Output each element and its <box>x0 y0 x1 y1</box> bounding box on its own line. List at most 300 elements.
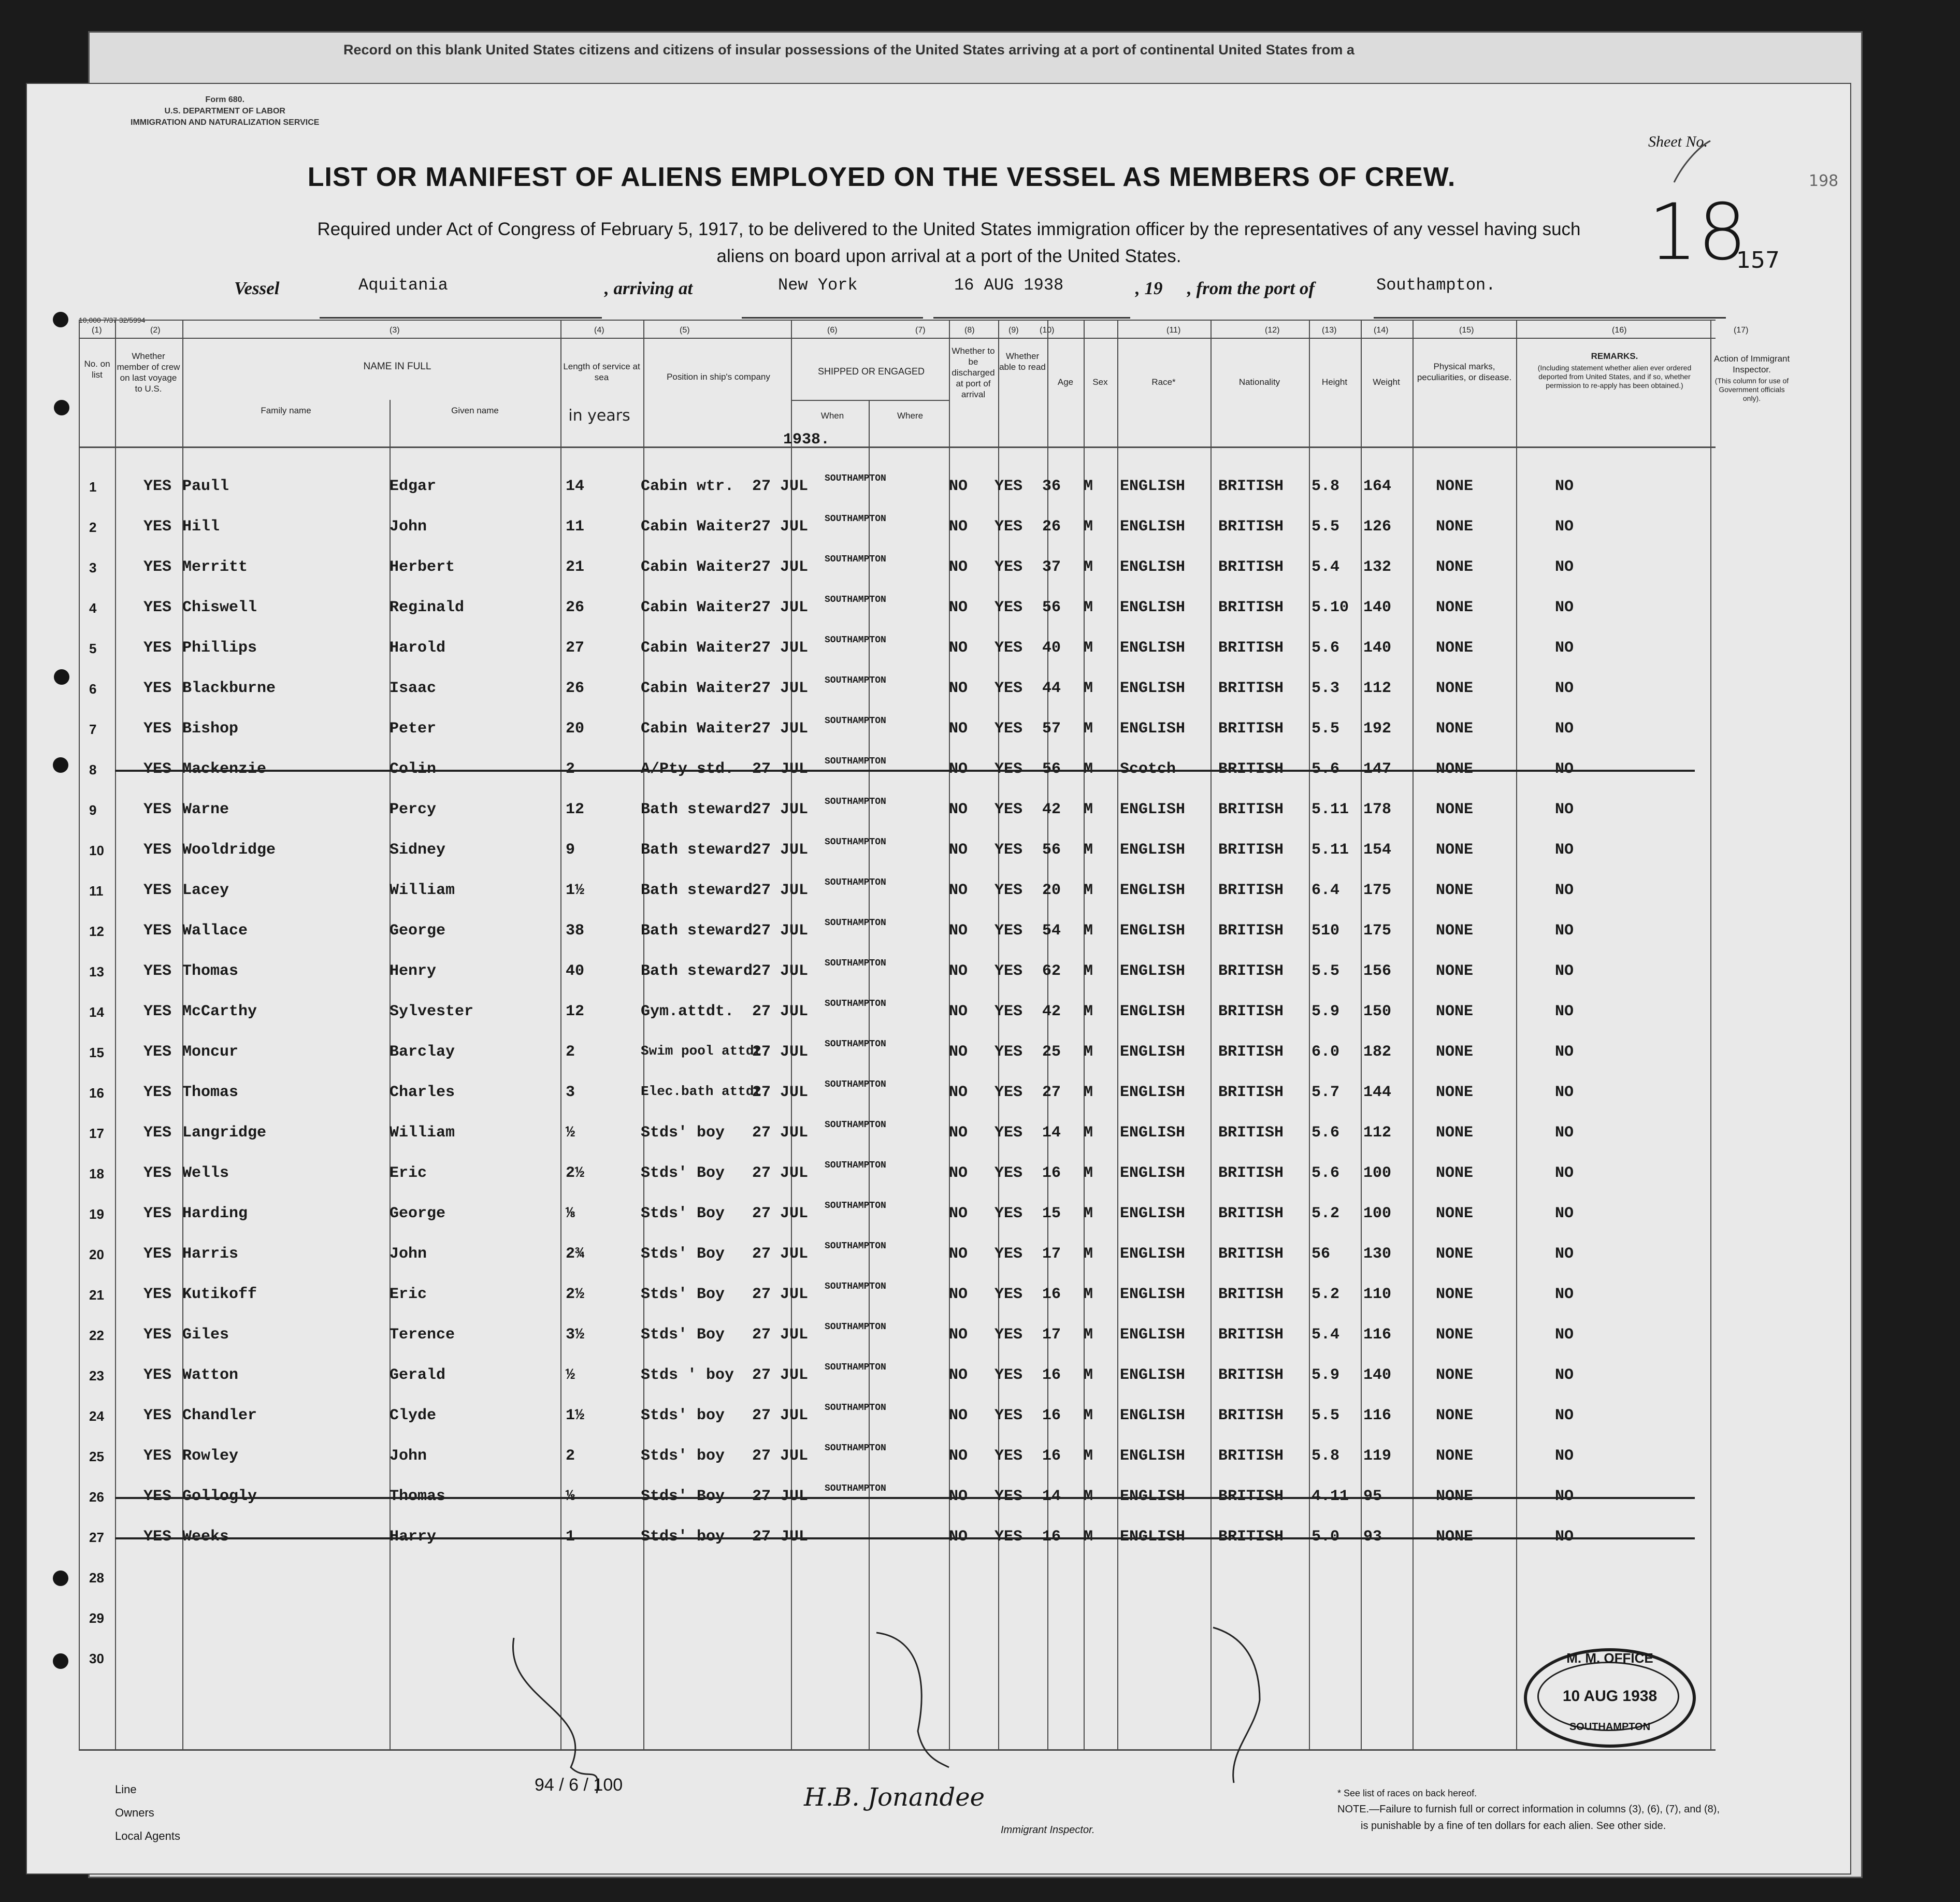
family-name: Giles <box>182 1326 229 1344</box>
given-name: Henry <box>390 962 437 980</box>
race: ENGLISH <box>1120 1164 1186 1182</box>
position: Swim pool attdt <box>641 1043 762 1059</box>
header-where: Where <box>897 411 924 421</box>
position: Stds' boy <box>641 1407 725 1424</box>
shipped-when: 27 JUL <box>752 1326 809 1344</box>
discharged: NO <box>949 760 968 778</box>
physical-marks: NONE <box>1436 1124 1474 1142</box>
nationality: BRITISH <box>1218 1043 1284 1061</box>
age: 56 <box>1042 760 1061 778</box>
race: ENGLISH <box>1120 680 1186 697</box>
sheet-number: 18 <box>1648 188 1747 278</box>
crew-last-voyage: YES <box>143 1366 172 1384</box>
sex: M <box>1084 1488 1093 1505</box>
shipped-where: SOUTHAMPTON <box>825 918 886 928</box>
race: ENGLISH <box>1120 1043 1186 1061</box>
shipped-where: SOUTHAMPTON <box>825 877 886 888</box>
nationality: BRITISH <box>1218 1488 1284 1505</box>
sex: M <box>1084 1043 1093 1061</box>
shipped-when: 27 JUL <box>752 518 809 536</box>
discharged: NO <box>949 1003 968 1020</box>
crew-last-voyage: YES <box>143 1124 172 1142</box>
shipped-where: SOUTHAMPTON <box>825 1160 886 1171</box>
age: 16 <box>1042 1164 1061 1182</box>
height: 5.5 <box>1312 962 1340 980</box>
shipped-when: 27 JUL <box>752 962 809 980</box>
shipped-where: SOUTHAMPTON <box>825 514 886 524</box>
sex: M <box>1084 922 1093 940</box>
sex: M <box>1084 962 1093 980</box>
crew-last-voyage: YES <box>143 558 172 576</box>
height: 5.5 <box>1312 1407 1340 1424</box>
given-name: Peter <box>390 720 437 738</box>
weight: 112 <box>1363 1124 1392 1142</box>
family-name: Chandler <box>182 1407 257 1424</box>
shipped-when: 27 JUL <box>752 1407 809 1424</box>
sex: M <box>1084 478 1093 495</box>
shipped-when: 27 JUL <box>752 1205 809 1222</box>
weight: 192 <box>1363 720 1392 738</box>
column-number: (1) <box>92 326 102 335</box>
family-name: Phillips <box>182 639 257 657</box>
nationality: BRITISH <box>1218 922 1284 940</box>
height: 56 <box>1312 1245 1331 1263</box>
shipped-where: SOUTHAMPTON <box>825 675 886 686</box>
height: 5.11 <box>1312 841 1349 859</box>
discharged: NO <box>949 1326 968 1344</box>
position: Bath steward <box>641 841 753 859</box>
remarks: NO <box>1555 1407 1574 1424</box>
family-name: Gollogly <box>182 1488 257 1505</box>
able-to-read: YES <box>995 518 1023 536</box>
row-number: 25 <box>89 1449 104 1464</box>
discharged: NO <box>949 962 968 980</box>
physical-marks: NONE <box>1436 1326 1474 1344</box>
able-to-read: YES <box>995 1245 1023 1263</box>
family-name: Wooldridge <box>182 841 276 859</box>
column-number: (9) <box>1008 326 1019 335</box>
row-number: 16 <box>89 1085 104 1101</box>
age: 44 <box>1042 680 1061 697</box>
age: 16 <box>1042 1286 1061 1303</box>
remarks: NO <box>1555 680 1574 697</box>
position: Stds' boy <box>641 1528 725 1546</box>
given-name: Isaac <box>390 680 437 697</box>
remarks: NO <box>1555 882 1574 899</box>
row-number: 22 <box>89 1328 104 1343</box>
height: 5.8 <box>1312 478 1340 495</box>
length-of-service: 1½ <box>566 882 585 899</box>
position: Stds' Boy <box>641 1205 725 1222</box>
physical-marks: NONE <box>1436 1205 1474 1222</box>
shipped-when: 27 JUL <box>752 1043 809 1061</box>
race: ENGLISH <box>1120 841 1186 859</box>
crew-last-voyage: YES <box>143 1326 172 1344</box>
race: ENGLISH <box>1120 639 1186 657</box>
nationality: BRITISH <box>1218 1164 1284 1182</box>
footer-note-races: * See list of races on back hereof. <box>1337 1788 1477 1798</box>
family-name: Weeks <box>182 1528 229 1546</box>
crew-last-voyage: YES <box>143 1286 172 1303</box>
nationality: BRITISH <box>1218 680 1284 697</box>
weight: 175 <box>1363 922 1392 940</box>
weight: 112 <box>1363 680 1392 697</box>
nationality: BRITISH <box>1218 1366 1284 1384</box>
given-name: Sylvester <box>390 1003 474 1020</box>
length-of-service: 14 <box>566 478 585 495</box>
row-number: 30 <box>89 1651 104 1666</box>
sex: M <box>1084 801 1093 818</box>
remarks: NO <box>1555 962 1574 980</box>
remarks: NO <box>1555 922 1574 940</box>
row-number: 2 <box>89 520 97 535</box>
able-to-read: YES <box>995 1528 1023 1546</box>
nationality: BRITISH <box>1218 518 1284 536</box>
row-number: 23 <box>89 1368 104 1384</box>
column-number: (12) <box>1265 326 1280 335</box>
inspector-signature: H.B. Jonandee <box>804 1783 985 1812</box>
position: Stds' Boy <box>641 1286 725 1303</box>
shipped-when: 27 JUL <box>752 801 809 818</box>
able-to-read: YES <box>995 1164 1023 1182</box>
stamp-top: M. M. OFFICE <box>1566 1650 1653 1666</box>
nationality: BRITISH <box>1218 882 1284 899</box>
length-of-service: 2¾ <box>566 1245 585 1263</box>
shipped-when: 27 JUL <box>752 1245 809 1263</box>
crew-last-voyage: YES <box>143 1447 172 1465</box>
header-weight: Weight <box>1373 377 1400 387</box>
height: 5.7 <box>1312 1084 1340 1101</box>
length-of-service: 20 <box>566 720 585 738</box>
height: 4.11 <box>1312 1488 1349 1505</box>
header-family-name: Family name <box>261 406 311 415</box>
arrival-port: New York <box>778 276 858 295</box>
nationality: BRITISH <box>1218 599 1284 616</box>
race: ENGLISH <box>1120 962 1186 980</box>
family-name: Chiswell <box>182 599 257 616</box>
nationality: BRITISH <box>1218 962 1284 980</box>
discharged: NO <box>949 1366 968 1384</box>
discharged: NO <box>949 478 968 495</box>
row-number: 28 <box>89 1570 104 1586</box>
able-to-read: YES <box>995 558 1023 576</box>
position: Stds' Boy <box>641 1164 725 1182</box>
shipped-when: 27 JUL <box>752 1084 809 1101</box>
remarks: NO <box>1555 1447 1574 1465</box>
given-name: Colin <box>390 760 437 778</box>
nationality: BRITISH <box>1218 1407 1284 1424</box>
row-number: 14 <box>89 1004 104 1020</box>
family-name: Mackenzie <box>182 760 267 778</box>
discharged: NO <box>949 1528 968 1546</box>
header-able-to-read: Whether able to read <box>999 351 1046 372</box>
shipped-where: SOUTHAMPTON <box>825 1362 886 1373</box>
weight: 175 <box>1363 882 1392 899</box>
discharged: NO <box>949 1205 968 1222</box>
row-number: 8 <box>89 762 97 777</box>
shipped-when: 27 JUL <box>752 882 809 899</box>
weight: 116 <box>1363 1326 1392 1344</box>
position: Stds' Boy <box>641 1488 725 1505</box>
remarks: NO <box>1555 1488 1574 1505</box>
age: 16 <box>1042 1407 1061 1424</box>
given-name: John <box>390 518 427 536</box>
position: Bath steward <box>641 882 753 899</box>
race: ENGLISH <box>1120 922 1186 940</box>
column-number: (11) <box>1166 326 1181 335</box>
family-name: Paull <box>182 478 229 495</box>
nationality: BRITISH <box>1218 639 1284 657</box>
remarks: NO <box>1555 1124 1574 1142</box>
shipped-when: 27 JUL <box>752 1003 809 1020</box>
weight: 110 <box>1363 1286 1392 1303</box>
physical-marks: NONE <box>1436 1245 1474 1263</box>
remarks: NO <box>1555 720 1574 738</box>
row-number: 18 <box>89 1166 104 1181</box>
physical-marks: NONE <box>1436 1407 1474 1424</box>
column-number: (14) <box>1374 326 1389 335</box>
nationality: BRITISH <box>1218 801 1284 818</box>
crew-last-voyage: YES <box>143 962 172 980</box>
able-to-read: YES <box>995 1124 1023 1142</box>
weight: 147 <box>1363 760 1392 778</box>
shipped-when: 27 JUL <box>752 478 809 495</box>
sex: M <box>1084 720 1093 738</box>
remarks: NO <box>1555 1528 1574 1546</box>
able-to-read: YES <box>995 922 1023 940</box>
crew-last-voyage: YES <box>143 922 172 940</box>
crew-last-voyage: YES <box>143 1245 172 1263</box>
header-sex: Sex <box>1092 377 1108 387</box>
row-number: 5 <box>89 641 97 656</box>
weight: 116 <box>1363 1407 1392 1424</box>
department: U.S. DEPARTMENT OF LABOR <box>164 107 285 116</box>
shipped-when: 27 JUL <box>752 760 809 778</box>
physical-marks: NONE <box>1436 1164 1474 1182</box>
length-of-service: 26 <box>566 599 585 616</box>
able-to-read: YES <box>995 639 1023 657</box>
shipped-when: 27 JUL <box>752 841 809 859</box>
header-height: Height <box>1321 377 1348 387</box>
shipped-when: 27 JUL <box>752 599 809 616</box>
crew-last-voyage: YES <box>143 639 172 657</box>
height: 5.0 <box>1312 1528 1340 1546</box>
page-number: 157 <box>1736 247 1780 273</box>
family-name: Lacey <box>182 882 229 899</box>
header-remarks: REMARKS. <box>1591 351 1638 361</box>
inspector-label: Immigrant Inspector. <box>1001 1824 1095 1836</box>
remarks: NO <box>1555 639 1574 657</box>
crew-last-voyage: YES <box>143 518 172 536</box>
shipped-where: SOUTHAMPTON <box>825 473 886 484</box>
crew-last-voyage: YES <box>143 1528 172 1546</box>
weight: 140 <box>1363 639 1392 657</box>
shipped-where: SOUTHAMPTON <box>825 1483 886 1494</box>
race: ENGLISH <box>1120 1407 1186 1424</box>
given-name: Eric <box>390 1164 427 1182</box>
position: Cabin wtr. <box>641 478 734 495</box>
family-name: Thomas <box>182 962 239 980</box>
length-of-service: 3 <box>566 1084 575 1101</box>
footer-note-fine-2: is punishable by a fine of ten dollars for each alien. See other side. <box>1361 1820 1666 1832</box>
sex: M <box>1084 680 1093 697</box>
physical-marks: NONE <box>1436 1003 1474 1020</box>
row-number: 24 <box>89 1408 104 1424</box>
column-number: (8) <box>964 326 975 335</box>
row-number: 21 <box>89 1287 104 1303</box>
stamp-bottom: SOUTHAMPTON <box>1569 1721 1651 1733</box>
from-label: , from the port of <box>1187 278 1315 298</box>
discharged: NO <box>949 558 968 576</box>
given-name: Harold <box>390 639 446 657</box>
length-of-service: 2½ <box>566 1164 585 1182</box>
row-number: 12 <box>89 924 104 939</box>
row-number: 1 <box>89 479 97 495</box>
subtitle-line-2: aliens on board upon arrival at a port of the United States. <box>716 246 1181 266</box>
race: ENGLISH <box>1120 1245 1186 1263</box>
race: ENGLISH <box>1120 1326 1186 1344</box>
family-name: Hill <box>182 518 220 536</box>
crew-last-voyage: YES <box>143 1488 172 1505</box>
discharged: NO <box>949 518 968 536</box>
position: Cabin Waiter <box>641 680 753 697</box>
able-to-read: YES <box>995 1205 1023 1222</box>
row-number: 27 <box>89 1530 104 1545</box>
given-name: William <box>390 882 455 899</box>
row-number: 29 <box>89 1610 104 1626</box>
race: ENGLISH <box>1120 518 1186 536</box>
nationality: BRITISH <box>1218 841 1284 859</box>
physical-marks: NONE <box>1436 1286 1474 1303</box>
row-number: 11 <box>89 883 104 899</box>
length-of-service: 40 <box>566 962 585 980</box>
given-name: Percy <box>390 801 437 818</box>
remarks: NO <box>1555 1366 1574 1384</box>
able-to-read: YES <box>995 599 1023 616</box>
race: ENGLISH <box>1120 720 1186 738</box>
remarks: NO <box>1555 1205 1574 1222</box>
height: 6.0 <box>1312 1043 1340 1061</box>
edge-number: 198 <box>1809 172 1839 190</box>
crew-last-voyage: YES <box>143 801 172 818</box>
row-number: 4 <box>89 600 97 616</box>
header-remarks-note: (Including statement whether alien ever ordered deported from United States, and if so, whether permission to re-apply has been obtained.) <box>1537 364 1692 390</box>
weight: 140 <box>1363 599 1392 616</box>
height: 5.6 <box>1312 760 1340 778</box>
family-name: Kutikoff <box>182 1286 257 1303</box>
given-name: Edgar <box>390 478 437 495</box>
nationality: BRITISH <box>1218 558 1284 576</box>
stamp-date: 10 AUG 1938 <box>1562 1688 1658 1705</box>
shipped-when: 27 JUL <box>752 558 809 576</box>
physical-marks: NONE <box>1436 882 1474 899</box>
given-name: Gerald <box>390 1366 446 1384</box>
shipped-when: 27 JUL <box>752 1286 809 1303</box>
sex: M <box>1084 882 1093 899</box>
family-name: Wells <box>182 1164 229 1182</box>
family-name: Harding <box>182 1205 248 1222</box>
height: 6.4 <box>1312 882 1340 899</box>
discharged: NO <box>949 1407 968 1424</box>
shipped-where: SOUTHAMPTON <box>825 1120 886 1130</box>
header-age: Age <box>1057 377 1074 387</box>
sex: M <box>1084 1205 1093 1222</box>
footer-note-fine-1: NOTE.—Failure to furnish full or correct information in columns (3), (6), (7), and (8), <box>1337 1804 1720 1815</box>
remarks: NO <box>1555 478 1574 495</box>
given-name: George <box>390 1205 446 1222</box>
discharged: NO <box>949 639 968 657</box>
sex: M <box>1084 1407 1093 1424</box>
race: ENGLISH <box>1120 478 1186 495</box>
family-name: Rowley <box>182 1447 239 1465</box>
discharged: NO <box>949 882 968 899</box>
able-to-read: YES <box>995 1043 1023 1061</box>
crew-last-voyage: YES <box>143 841 172 859</box>
height: 5.9 <box>1312 1366 1340 1384</box>
race: ENGLISH <box>1120 801 1186 818</box>
able-to-read: YES <box>995 1447 1023 1465</box>
shipped-where: SOUTHAMPTON <box>825 1079 886 1090</box>
weight: 100 <box>1363 1205 1392 1222</box>
age: 56 <box>1042 599 1061 616</box>
age: 56 <box>1042 841 1061 859</box>
given-name: Terence <box>390 1326 455 1344</box>
discharged: NO <box>949 1164 968 1182</box>
age: 25 <box>1042 1043 1061 1061</box>
shipped-when: 27 JUL <box>752 1528 809 1546</box>
height: 5.9 <box>1312 1003 1340 1020</box>
length-of-service: 27 <box>566 639 585 657</box>
arrival-date: 16 AUG 1938 <box>954 276 1064 295</box>
position: Stds' Boy <box>641 1326 725 1344</box>
age: 16 <box>1042 1447 1061 1465</box>
header-name-in-full: NAME IN FULL <box>363 361 431 372</box>
handwriting-marks <box>27 84 1850 1874</box>
age: 17 <box>1042 1245 1061 1263</box>
able-to-read: YES <box>995 882 1023 899</box>
length-of-service: 3½ <box>566 1326 585 1344</box>
nationality: BRITISH <box>1218 478 1284 495</box>
remarks: NO <box>1555 1164 1574 1182</box>
crew-last-voyage: YES <box>143 1164 172 1182</box>
subtitle-line-1: Required under Act of Congress of February 5, 1917, to be delivered to the United States immigration officer by the representatives of any vessel having such <box>317 219 1581 239</box>
row-number: 10 <box>89 843 104 858</box>
family-name: Moncur <box>182 1043 239 1061</box>
shipped-where: SOUTHAMPTON <box>825 1403 886 1413</box>
nationality: BRITISH <box>1218 1528 1284 1546</box>
physical-marks: NONE <box>1436 639 1474 657</box>
height: 5.6 <box>1312 1164 1340 1182</box>
position: Cabin Waiter <box>641 599 753 616</box>
sheet-label: Sheet No. <box>1648 133 1708 150</box>
family-name: Harris <box>182 1245 239 1263</box>
race: ENGLISH <box>1120 1488 1186 1505</box>
year-note: 1938. <box>783 431 830 449</box>
able-to-read: YES <box>995 1326 1023 1344</box>
column-number: (17) <box>1734 326 1749 335</box>
height: 5.4 <box>1312 1326 1340 1344</box>
given-name: Thomas <box>390 1488 446 1505</box>
position: Cabin Waiter <box>641 720 753 738</box>
header-position: Position in ship's company <box>667 372 770 382</box>
physical-marks: NONE <box>1436 962 1474 980</box>
height: 5.2 <box>1312 1205 1340 1222</box>
physical-marks: NONE <box>1436 841 1474 859</box>
remarks: NO <box>1555 1003 1574 1020</box>
manifest-sheet <box>26 83 1851 1875</box>
height: 5.10 <box>1312 599 1349 616</box>
weight: 119 <box>1363 1447 1392 1465</box>
